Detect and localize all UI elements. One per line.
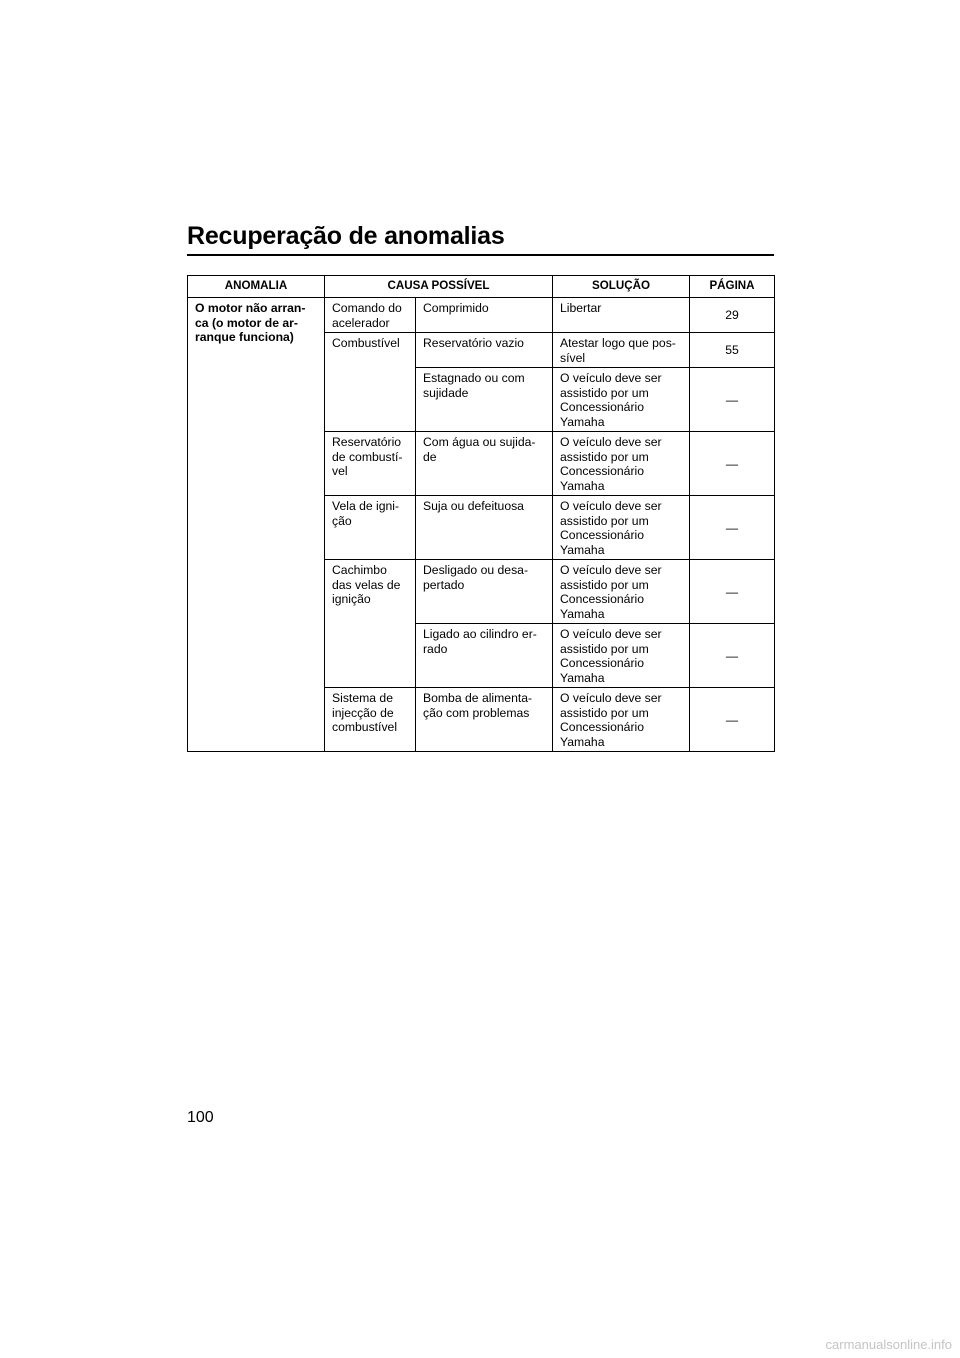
page-ref-cell: — bbox=[690, 560, 775, 624]
cause-component-cell: Comando do acelerador bbox=[325, 298, 416, 333]
table-row bbox=[188, 298, 775, 333]
header-solution: SOLUÇÃO bbox=[553, 276, 690, 298]
page-ref-cell: — bbox=[690, 496, 775, 560]
anomaly-cell: O motor não arran- ca (o motor de ar- ranque funciona) bbox=[188, 298, 325, 752]
solution-cell: O veículo deve ser assistido por um Concessionário Yamaha bbox=[553, 624, 690, 688]
cause-component-cell: Combustível bbox=[325, 333, 416, 432]
cause-component-cell: Sistema de injecção de combustível bbox=[325, 688, 416, 752]
cause-condition-cell: Estagnado ou com sujidade bbox=[416, 368, 553, 432]
cause-condition-cell: Com água ou sujida- de bbox=[416, 432, 553, 496]
solution-cell: O veículo deve ser assistido por um Concessionário Yamaha bbox=[553, 560, 690, 624]
header-page: PÁGINA bbox=[690, 276, 775, 298]
page-ref-cell: — bbox=[690, 432, 775, 496]
solution-cell: Atestar logo que pos- sível bbox=[553, 333, 690, 368]
cause-condition-cell: Bomba de alimenta- ção com problemas bbox=[416, 688, 553, 752]
header-anomaly: ANOMALIA bbox=[188, 276, 325, 298]
troubleshooting-table bbox=[187, 275, 775, 752]
page-number: 100 bbox=[187, 1109, 214, 1126]
cause-condition-cell: Desligado ou desa- pertado bbox=[416, 560, 553, 624]
watermark: carmanualsonline.info bbox=[825, 1337, 952, 1352]
page-title: Recuperação de anomalias bbox=[187, 222, 505, 250]
solution-cell: O veículo deve ser assistido por um Concessionário Yamaha bbox=[553, 368, 690, 432]
solution-cell: O veículo deve ser assistido por um Concessionário Yamaha bbox=[553, 688, 690, 752]
cause-component-cell: Vela de igni- ção bbox=[325, 496, 416, 560]
page-ref-cell: 55 bbox=[690, 333, 775, 368]
solution-cell: Libertar bbox=[553, 298, 690, 333]
header-cause: CAUSA POSSÍVEL bbox=[325, 276, 553, 298]
page-ref-cell: — bbox=[690, 624, 775, 688]
cause-condition-cell: Reservatório vazio bbox=[416, 333, 553, 368]
title-underline bbox=[187, 254, 774, 256]
solution-cell: O veículo deve ser assistido por um Concessionário Yamaha bbox=[553, 432, 690, 496]
cause-condition-cell: Suja ou defeituosa bbox=[416, 496, 553, 560]
cause-condition-cell: Comprimido bbox=[416, 298, 553, 333]
page-ref-cell: — bbox=[690, 688, 775, 752]
page-ref-cell: 29 bbox=[690, 298, 775, 333]
cause-condition-cell: Ligado ao cilindro er- rado bbox=[416, 624, 553, 688]
solution-cell: O veículo deve ser assistido por um Concessionário Yamaha bbox=[553, 496, 690, 560]
page-ref-cell: — bbox=[690, 368, 775, 432]
table-header-row bbox=[188, 276, 775, 298]
cause-component-cell: Reservatório de combustí- vel bbox=[325, 432, 416, 496]
cause-component-cell: Cachimbo das velas de ignição bbox=[325, 560, 416, 688]
